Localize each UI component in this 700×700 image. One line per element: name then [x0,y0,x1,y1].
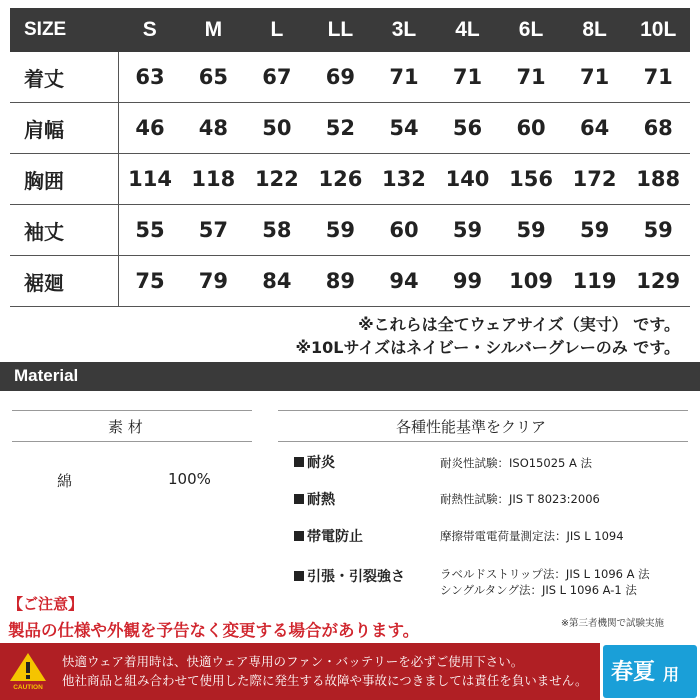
standard-item: 耐熱 [294,489,335,509]
table-cell: 69 [309,52,373,103]
table-cell: 58 [245,205,309,256]
warning-text [62,652,588,690]
table-cell: 59 [563,205,627,256]
fabric-header: 素 材 [108,418,143,436]
table-cell: 188 [626,154,690,205]
size-col-header: 3L [372,8,436,52]
table-row [10,154,690,205]
table-row [10,103,690,154]
warning-line: 他社商品と組み合わせて使用した際に発生する故障や事故につきましては責任を負いません。 [62,673,588,688]
table-cell: 59 [309,205,373,256]
table-cell: 119 [563,256,627,307]
standard-method: ラベルドストリップ法：JIS L 1096 A 法 [440,567,650,581]
table-cell: 64 [563,103,627,154]
standard-method: 耐炎性試験：ISO15025 A 法 [440,456,593,470]
standards-header: 各種性能基準をクリア [396,418,547,436]
size-note: ※10Lサイズはネイビー・シルバーグレーのみ です。 [295,338,680,357]
table-cell: 122 [245,154,309,205]
row-label: 胸囲 [10,154,118,205]
row-label: 着丈 [10,52,118,103]
table-cell: 71 [436,52,500,103]
size-col-header: 8L [563,8,627,52]
table-cell: 50 [245,103,309,154]
table-cell: 59 [499,205,563,256]
table-cell: 129 [626,256,690,307]
table-cell: 114 [118,154,182,205]
table-row [10,205,690,256]
season-badge-suffix: 用 [663,665,680,684]
table-cell: 140 [436,154,500,205]
table-cell: 126 [309,154,373,205]
row-label: 肩幅 [10,103,118,154]
table-cell: 60 [372,205,436,256]
size-col-header: M [182,8,246,52]
table-cell: 156 [499,154,563,205]
row-label: 裾廻 [10,256,118,307]
table-cell: 84 [245,256,309,307]
square-bullet-icon [294,531,304,541]
size-header-row [10,8,690,52]
row-label: 袖丈 [10,205,118,256]
table-cell: 65 [182,52,246,103]
fiber-name: 綿 [57,472,73,490]
table-cell: 99 [436,256,500,307]
size-col-header: 4L [436,8,500,52]
season-badge-main: 春夏 [611,660,656,685]
table-cell: 71 [499,52,563,103]
table-cell: 59 [626,205,690,256]
standard-method: シングルタング法：JIS L 1096 A-1 法 [440,583,637,597]
table-cell: 63 [118,52,182,103]
size-col-header: 10L [626,8,690,52]
table-cell: 59 [436,205,500,256]
size-table [10,8,690,307]
table-cell: 68 [626,103,690,154]
table-cell: 71 [372,52,436,103]
warning-line: 快適ウェア着用時は、快適ウェア専用のファン・バッテリーを必ずご使用下さい。 [62,654,524,669]
square-bullet-icon [294,494,304,504]
standard-method: 摩擦帯電電荷量測定法：JIS L 1094 [440,529,624,543]
table-row [10,256,690,307]
table-cell: 71 [626,52,690,103]
square-bullet-icon [294,571,304,581]
table-cell: 60 [499,103,563,154]
table-cell: 56 [436,103,500,154]
table-cell: 79 [182,256,246,307]
table-cell: 67 [245,52,309,103]
table-cell: 46 [118,103,182,154]
warning-bar [0,643,600,700]
standard-item: 引張・引裂強さ [294,566,405,586]
third-party-note: ※第三者機関で試験実施 [561,618,664,629]
warning-triangle-icon [8,651,48,691]
size-col-header: S [118,8,182,52]
square-bullet-icon [294,457,304,467]
table-cell: 71 [563,52,627,103]
table-cell: 48 [182,103,246,154]
caution-icon-label: CAUTION [13,684,43,691]
table-cell: 94 [372,256,436,307]
table-cell: 172 [563,154,627,205]
material-title: Material [14,366,79,385]
size-note: ※これらは全てウェアサイズ（実寸） です。 [358,315,680,334]
standard-item: 帯電防止 [294,526,363,546]
size-col-header: L [245,8,309,52]
table-row [10,52,690,103]
standard-item: 耐炎 [294,452,335,472]
table-cell: 55 [118,205,182,256]
table-cell: 52 [309,103,373,154]
caution-heading: 【ご注意】 [8,595,84,613]
size-col-header: 6L [499,8,563,52]
table-cell: 109 [499,256,563,307]
table-cell: 54 [372,103,436,154]
material-section-header [0,362,700,391]
size-corner-label: SIZE [10,8,118,52]
table-cell: 118 [182,154,246,205]
caution-text: 製品の仕様や外観を予告なく変更する場合があります。 [8,621,420,640]
season-badge [603,645,697,698]
table-cell: 57 [182,205,246,256]
table-cell: 75 [118,256,182,307]
fiber-percent: 100% [168,470,211,488]
table-cell: 89 [309,256,373,307]
size-col-header: LL [309,8,373,52]
standard-method: 耐熱性試験：JIS T 8023:2006 [440,492,600,506]
table-cell: 132 [372,154,436,205]
